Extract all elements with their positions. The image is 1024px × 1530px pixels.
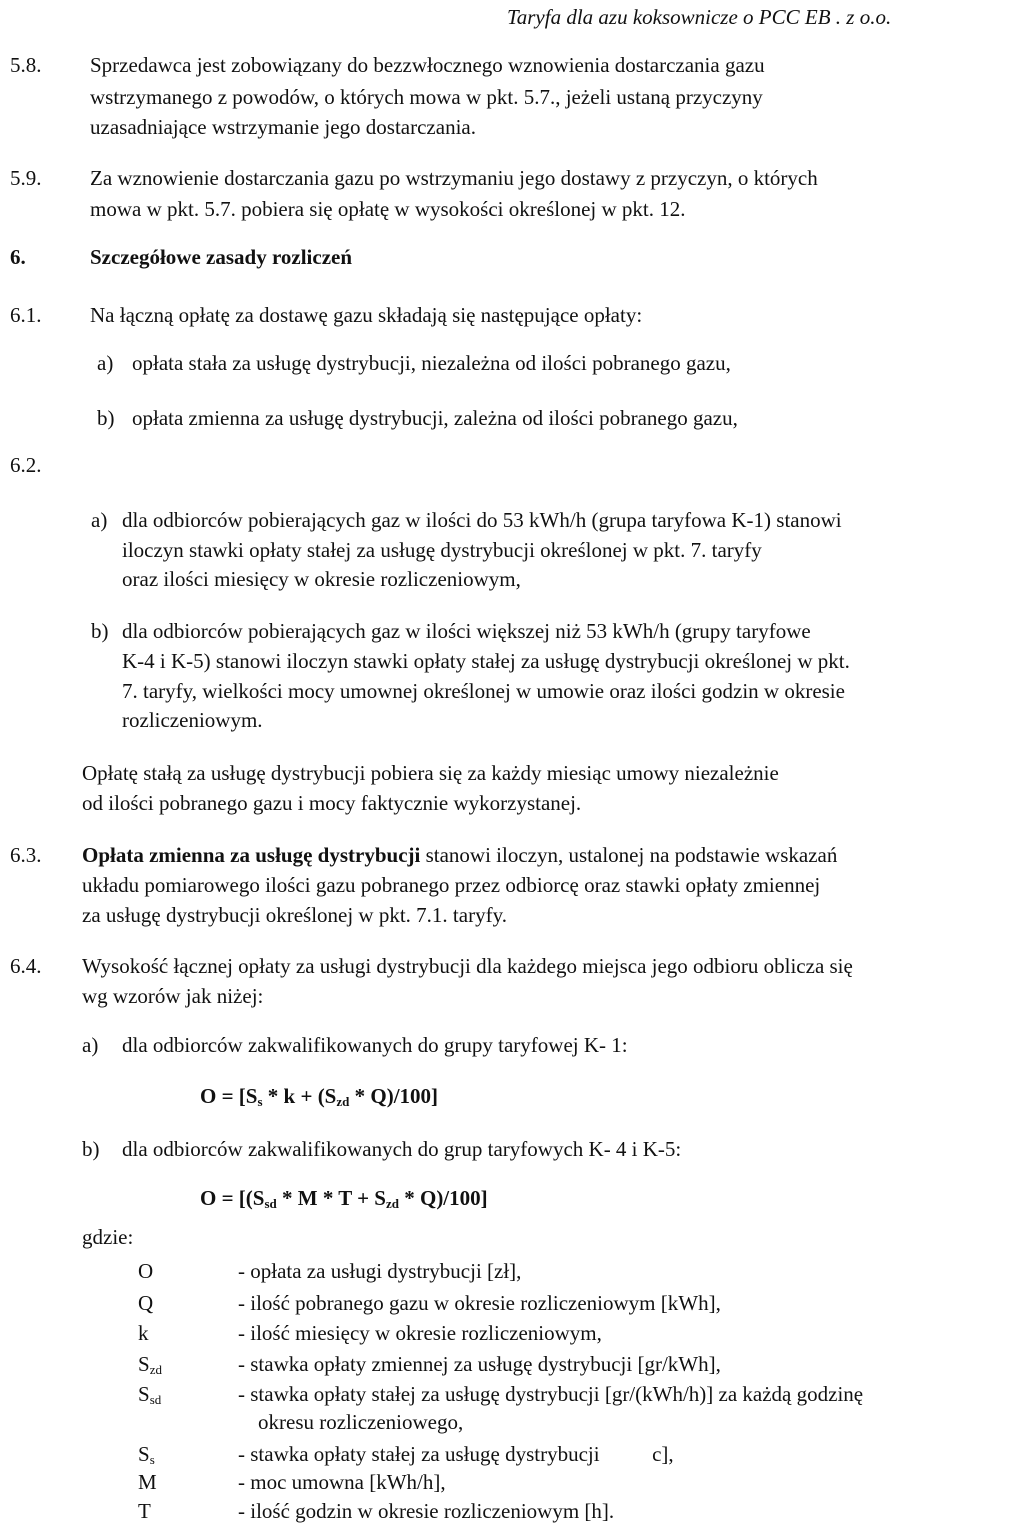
list-item-6-2-b-line-4: rozliczeniowym. bbox=[122, 708, 263, 732]
list-label-6-2-b: b) bbox=[91, 619, 109, 643]
paragraph-5-8-line-2: wstrzymanego z powodów, o których mowa w pkt. 5.7., jeżeli ustaną przyczyny bbox=[90, 85, 763, 109]
legend-symbol: O bbox=[138, 1259, 154, 1283]
legend-symbol: $S_s$ bbox=[138, 1442, 155, 1467]
page-header: Taryfa dla azu koksownicze o PCC EB . z o.o. bbox=[507, 5, 892, 29]
paragraph-5-8-line-3: uzasadniające wstrzymanie jego dostarczania. bbox=[90, 115, 476, 139]
section-number-6-3: 6.3. bbox=[10, 843, 42, 867]
paragraph-6-3-line-3: za usługę dystrybucji określonej w pkt. 7.1. taryfy. bbox=[82, 903, 507, 927]
formula-a: $O = [S_s * k + (S_{zd} * Q)/100]$ bbox=[200, 1084, 439, 1109]
list-item-6-2-a-line-3: oraz ilości miesięcy w okresie rozliczeniowym, bbox=[122, 567, 521, 591]
legend-description: - ilość godzin w okresie rozliczeniowym [h]. bbox=[238, 1499, 615, 1523]
list-label-6-4-a: a) bbox=[82, 1033, 99, 1057]
legend-description: - stawka opłaty stałej za usługę dystrybucji [gr/(kWh/h)] za każdą godzinę bbox=[238, 1382, 864, 1406]
list-label-6-1-a: a) bbox=[97, 351, 114, 375]
legend-description: - moc umowna [kWh/h], bbox=[238, 1470, 446, 1494]
legend-description: - ilość pobranego gazu w okresie rozliczeniowym [kWh], bbox=[238, 1291, 721, 1315]
list-item-6-2-a-line-2: iloczyn stawki opłaty stałej za usługę dystrybucji określonej w pkt. 7. taryfy bbox=[122, 538, 762, 562]
section-number-6-4: 6.4. bbox=[10, 954, 42, 978]
section-number-5-8: 5.8. bbox=[10, 53, 42, 77]
paragraph-6-3-bold: Opłata zmienna za usługę dystrybucji bbox=[82, 843, 421, 867]
legend-symbol: M bbox=[138, 1470, 157, 1494]
legend-description: - stawka opłaty stałej za usługę dystrybucji c], bbox=[238, 1442, 674, 1466]
list-item-6-2-a-line-1: dla odbiorców pobierających gaz w ilości do 53 kWh/h (grupa taryfowa K-1) stanowi bbox=[122, 508, 842, 532]
where-label: gdzie: bbox=[82, 1225, 134, 1249]
paragraph-6-3-line-1-rest: stanowi iloczyn, ustalonej na podstawie wskazań bbox=[420, 843, 838, 867]
legend-description: - ilość miesięcy w okresie rozliczeniowym, bbox=[238, 1321, 602, 1345]
legend-symbol: T bbox=[138, 1499, 151, 1523]
section-number-6-2: 6.2. bbox=[10, 453, 42, 477]
formula-b: $O = [(S_{sd} * M * T + S_{zd} * Q)/100]$ bbox=[200, 1186, 488, 1211]
legend-description: - opłata za usługi dystrybucji [zł], bbox=[238, 1259, 522, 1283]
paragraph-5-8-line-1: Sprzedawca jest zobowiązany do bezzwłocznego wznowienia dostarczania gazu bbox=[90, 53, 765, 77]
legend-description-continuation: okresu rozliczeniowego, bbox=[258, 1410, 464, 1434]
paragraph-6-4-line-2: wg wzorów jak niżej: bbox=[82, 984, 264, 1008]
section-number-6: 6. bbox=[10, 245, 26, 269]
list-item-6-1-a: opłata stała za usługę dystrybucji, niezależna od ilości pobranego gazu, bbox=[132, 351, 731, 375]
list-item-6-2-b-line-1: dla odbiorców pobierających gaz w ilości większej niż 53 kWh/h (grupy taryfowe bbox=[122, 619, 811, 643]
list-item-6-4-b: dla odbiorców zakwalifikowanych do grup taryfowych K- 4 i K-5: bbox=[122, 1137, 682, 1161]
list-item-6-1-b: opłata zmienna za usługę dystrybucji, zależna od ilości pobranego gazu, bbox=[132, 406, 738, 430]
list-item-6-2-b-line-3: 7. taryfy, wielkości mocy umownej określonej w umowie oraz ilości godzin w okresie bbox=[122, 679, 845, 703]
list-label-6-1-b: b) bbox=[97, 406, 115, 430]
legend-description: - stawka opłaty zmiennej za usługę dystrybucji [gr/kWh], bbox=[238, 1352, 721, 1376]
paragraph-6-2-note-line-1: Opłatę stałą za usługę dystrybucji pobiera się za każdy miesiąc umowy niezależnie bbox=[82, 761, 779, 785]
paragraph-6-3-line-1 bbox=[82, 842, 1012, 869]
section-title-6: Szczegółowe zasady rozliczeń bbox=[90, 245, 353, 269]
list-item-6-4-a: dla odbiorców zakwalifikowanych do grupy taryfowej K- 1: bbox=[122, 1033, 628, 1057]
list-item-6-2-b-line-2: K-4 i K-5) stanowi iloczyn stawki opłaty stałej za usługę dystrybucji określonej w pkt. bbox=[122, 649, 850, 673]
section-number-5-9: 5.9. bbox=[10, 166, 42, 190]
paragraph-5-9-line-1: Za wznowienie dostarczania gazu po wstrzymaniu jego dostawy z przyczyn, o których bbox=[90, 166, 818, 190]
legend-symbol: Q bbox=[138, 1291, 154, 1315]
paragraph-6-4-line-1: Wysokość łącznej opłaty za usługi dystrybucji dla każdego miejsca jego odbioru oblicza się bbox=[82, 954, 853, 978]
paragraph-6-3-line-2: układu pomiarowego ilości gazu pobranego przez odbiorcę oraz stawki opłaty zmiennej bbox=[82, 873, 821, 897]
paragraph-6-1: Na łączną opłatę za dostawę gazu składają się następujące opłaty: bbox=[90, 303, 643, 327]
list-label-6-4-b: b) bbox=[82, 1137, 100, 1161]
section-number-6-1: 6.1. bbox=[10, 303, 42, 327]
legend-symbol: $S_{zd}$ bbox=[138, 1352, 162, 1377]
paragraph-5-9-line-2: mowa w pkt. 5.7. pobiera się opłatę w wysokości określonej w pkt. 12. bbox=[90, 197, 686, 221]
legend-symbol: k bbox=[138, 1321, 149, 1345]
legend-symbol: $S_{sd}$ bbox=[138, 1382, 162, 1407]
list-label-6-2-a: a) bbox=[91, 508, 108, 532]
paragraph-6-2-note-line-2: od ilości pobranego gazu i mocy faktycznie wykorzystanej. bbox=[82, 791, 582, 815]
